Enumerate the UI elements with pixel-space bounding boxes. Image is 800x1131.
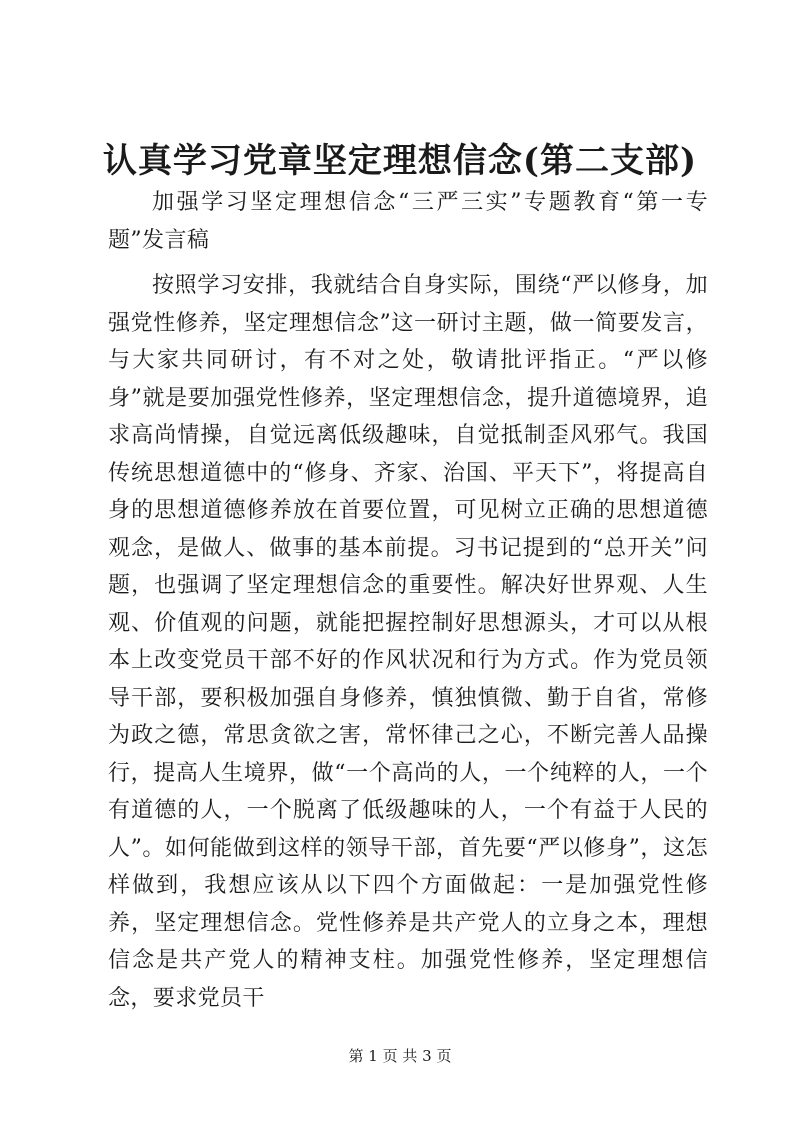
body-paragraph: 按照学习安排，我就结合自身实际，围绕“严以修身，加强党性修养，坚定理想信念”这一研讨主题，做一简要发言，与大家共同研讨，有不对之处，敬请批评指正。“严以修身”就是要加强党性修养，坚定理想信念，提升道德境界，追求高尚情操，自觉远离低级趣味，自觉抵制歪风邪气。我国传统思想道德中的“修身、齐家、治国、平天下”，将提高自身的思想道德修养放在首要位置，可见树立正确的思想道德观念，是做人、做事的基本前提。习书记提到的“总开关”问题，也强调了坚定理想信念的重要性。解决好世界观、人生观、价值观的问题，就能把握控制好思想源头，才可以从根本上改变党员干部不好的作风状况和行为方式。作为党员领导干部，要积极加强自身修养，慎独慎微、勤于自省，常修为政之德，常思贪欲之害，常怀律己之心，不断完善人品操行，提高人生境界，做“一个高尚的人，一个纯粹的人，一个有道德的人，一个脱离了低级趣味的人，一个有益于人民的人”。如何能做到这样的领导干部，首先要“严以修身”，这怎样做到，我想应该从以下四个方面做起：一是加强党性修养，坚定理想信念。党性修养是共产党人的立身之本，理想信念是共产党人的精神支柱。加强党性修养，坚定理想信念，要求党员干 — [108, 273, 708, 1011]
page-footer: 第 1 页 共 3 页 — [348, 1047, 452, 1065]
document-body — [108, 184, 708, 1017]
subtitle-paragraph: 加强学习坚定理想信念“三严三实”专题教育“第一专题”发言稿 — [108, 190, 708, 253]
page-title: 认真学习党章坚定理想信念(第二支部) — [102, 141, 698, 181]
